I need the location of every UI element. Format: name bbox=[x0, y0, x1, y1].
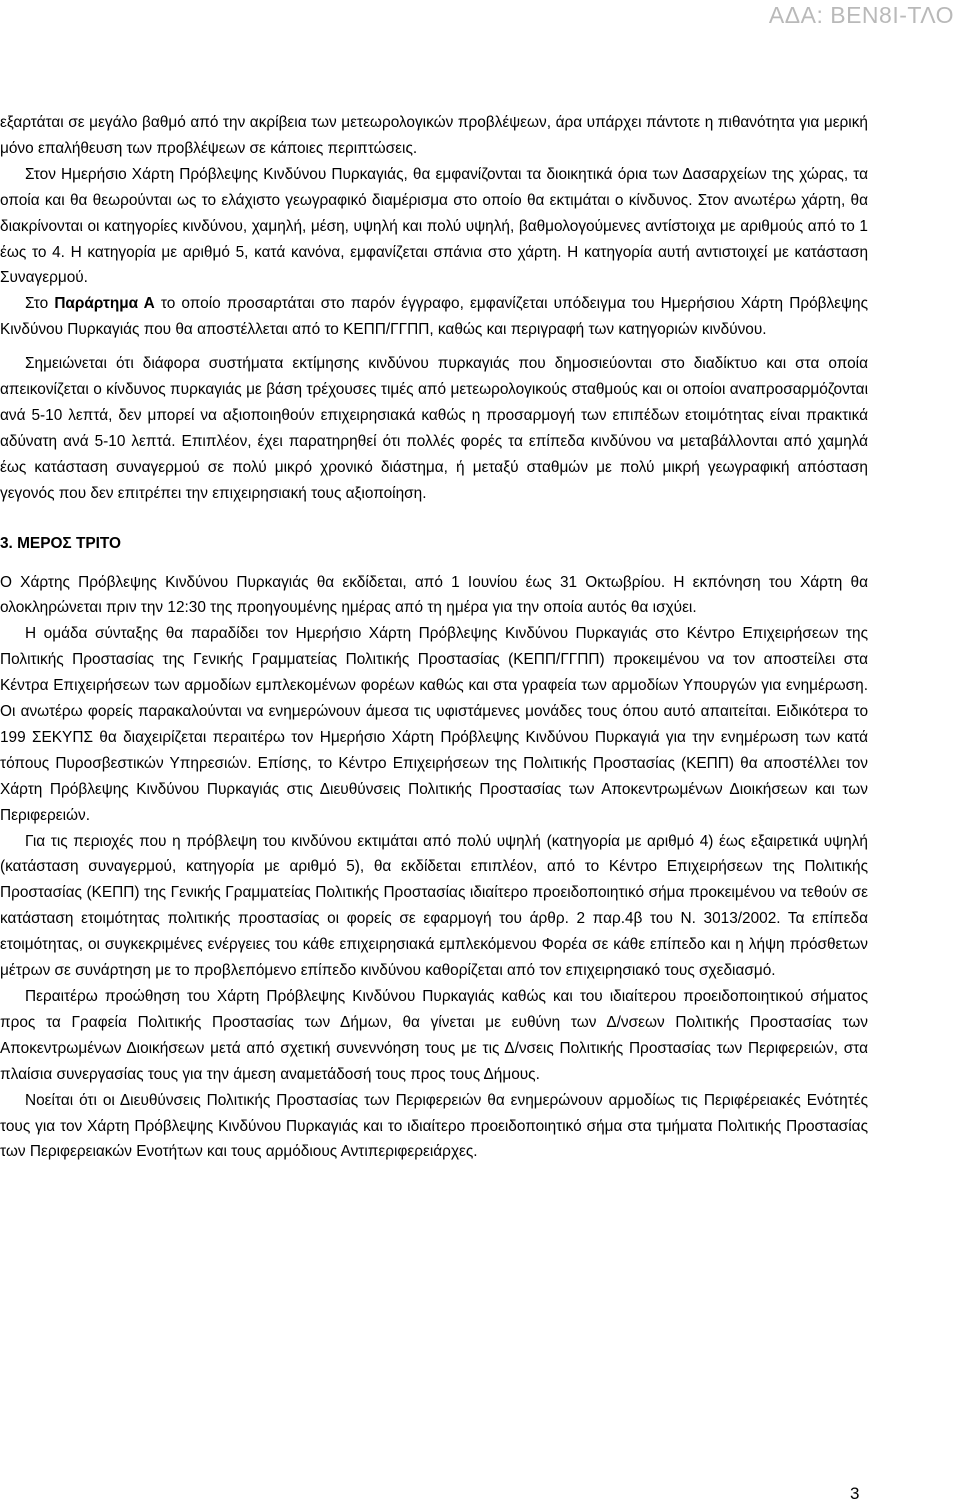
ada-code: ΑΔΑ: ΒΕΝ8Ι-ΤΛΟ bbox=[768, 2, 954, 28]
paragraph-issue-period: Ο Χάρτης Πρόβλεψης Κινδύνου Πυρκαγιάς θα εκδίδεται, από 1 Ιουνίου έως 31 Οκτωβρίου. Η εκπόνηση του Χάρτη θα ολοκληρώνεται πριν την 12:30 της προηγουμένης ημέρας από τη ημέρα για την οποία αυτός θα ισχύει. bbox=[0, 573, 868, 617]
annex-post-text: το οποίο προσαρτάται στο παρόν έγγραφο, εμφανίζεται υπόδειγμα του Ημερήσιου Χάρτη Πρόβλεψης Κινδύνου Πυρκαγιάς που θα αποστέλλεται από το ΚΕΠΠ/ΓΓΠΠ, καθώς και περιγραφή των κατηγοριών κινδύνου. bbox=[0, 295, 868, 339]
paragraph-warning-signal: Για τις περιοχές που η πρόβλεψη του κινδύνου εκτιμάται από πολύ υψηλή (κατηγορία με αριθμό 4) έως εξαιρετικά υψηλή (κατάσταση συναγερμού, κατηγορία με αριθμό 5), θα εκδίδεται επιπλέον, από το Κέντρο Επιχειρήσεων της Πολιτικής Προστασίας (ΚΕΠΠ) της Γενικής Γραμματείας Πολιτικής Προστασίας ιδιαίτερο προειδοποιητικό σήμα προκειμένου να τεθούν σε κατάσταση ετοιμότητας πολιτικής προστασίας οι φορείς σε εφαρμογή του άρθρ. 2 παρ.4β του Ν. 3013/2002. Τα επίπεδα ετοιμότητας, οι συγκεκριμένες ενέργειες του κάθε επιχειρησιακά εμπλεκόμενου Φορέα σε κάθε επίπεδο και η λήψη πρόσθετων μέτρων σε συνάρτηση με το προβλεπόμενο επίπεδο κινδύνου καθορίζεται από τον επιχειρησιακό τους σχεδιασμό. bbox=[0, 832, 868, 980]
annex-a-bold: Παράρτημα Α bbox=[54, 295, 155, 313]
annex-pre-text: Στο bbox=[25, 295, 55, 313]
section-heading: 3. ΜΕΡΟΣ ΤΡΙΤΟ bbox=[0, 534, 121, 552]
paragraph-regional-info: Νοείται ότι οι Διευθύνσεις Πολιτικής Προστασίας των Περιφερειών θα ενημερώνουν αρμοδίως τις Περιφέρειακές Ενότητές τους για τον Χάρτη Πρόβλεψης Κινδύνου Πυρκαγιάς και το ιδιαίτερο προειδοποιητικό σήμα στα τμήματα Πολιτικής Προστασίας των Περιφερειακών Ενοτήτων και τους αρμόδιους Αντιπεριφερειάρχες. bbox=[0, 1091, 868, 1161]
paragraph-delivery-team: Η ομάδα σύνταξης θα παραδίδει τον Ημερήσιο Χάρτη Πρόβλεψης Κινδύνου Πυρκαγιάς στο Κέντρο Επιχειρήσεων της Πολιτικής Προστασίας της Γενικής Γραμματείας Πολιτικής Προστασίας (ΚΕΠΠ/ΓΓΠΠ) προκειμένου να τον αποστείλει στα Κέντρα Επιχειρήσεων των αρμοδίων εμπλεκομένων φορέων καθώς και στα γραφεία των αρμοδίων Υπουργών για ενημέρωση. Οι ανωτέρω φορείς παρακαλούνται να ενημερώνουν άμεσα τις υφιστάμενες μονάδες τους όπου αυτό απαιτείται. Ειδικότερα το 199 ΣΕΚΥΠΣ θα διαχειρίζεται περαιτέρω τον Ημερήσιο Χάρτη Πρόβλεψης Κινδύνου Πυρκαγιά για την ενημέρωση των κατά τόπους Πυροσβεστικών Υπηρεσιών. Επίσης, το Κέντρο Επιχειρήσεων της Πολιτικής Προστασίας (ΚΕΠΠ) θα αποστέλλει τον Χάρτη Πρόβλεψης Κινδύνου Πυρκαγιάς στις Διευθύνσεις Πολιτικής Προστασίας των Αποκεντρωμένων Διοικήσεων και των Περιφερειών. bbox=[0, 625, 868, 824]
document-body bbox=[0, 110, 868, 1165]
paragraph-annex-a bbox=[0, 291, 868, 343]
page-number: 3 bbox=[850, 1484, 860, 1503]
paragraph-map-boundaries: Στον Ημερήσιο Χάρτη Πρόβλεψης Κινδύνου Πυρκαγιάς, θα εμφανίζονται τα διοικητικά όρια των Δασαρχείων της χώρας, τα οποία και θα θεωρούνται ως το ελάχιστο γεωγραφικό διαμέρισμα στο οποίο θα εκτιμάται ο κίνδυνος. Στον ανωτέρω χάρτη, θα διακρίνονται οι κατηγορίες κινδύνου, χαμηλή, μέση, υψηλή και πολύ υψηλή, βαθμολογούμενες αντίστοιχα με αριθμούς από το 1 έως το 4. Η κατηγορία με αριθμό 5, κατά κανόνα, εμφανίζεται σπάνια στο χάρτη. Η κατηγορία αυτή αντιστοιχεί με κατάσταση Συναγερμού. bbox=[0, 165, 868, 287]
paragraph-forecast-accuracy: εξαρτάται σε μεγάλο βαθμό από την ακρίβεια των μετεωρολογικών προβλέψεων, άρα υπάρχει πάντοτε η πιθανότητα για μερική μόνο επαλήθευση των προβλέψεων σε κάποιες περιπτώσεις. bbox=[0, 114, 868, 157]
paragraph-internet-systems: Σημειώνεται ότι διάφορα συστήματα εκτίμησης κινδύνου πυρκαγιάς που δημοσιεύονται στο διαδίκτυο και στα οποία απεικονίζεται ο κίνδυνος πυρκαγιάς με βάση τρέχουσες τιμές από μετεωρολογικούς σταθμούς και οι οποίοι αναπροσαρμόζονται ανά 5-10 λεπτά, δεν μπορεί να αξιοποιηθούν επιχειρησιακά καθώς η προσαρμογή των επιπέδων ετοιμότητας είναι πρακτικά αδύνατη ανά 5-10 λεπτά. Επιπλέον, έχει παρατηρηθεί ότι πολλές φορές τα επίπεδα κινδύνου να μεταβάλλονται από χαμηλά έως κατάσταση συναγερμού σε πολύ μικρό χρονικό διάστημα, ή μεταξύ σταθμών με πολύ μικρή γεωγραφική απόσταση γεγονός που δεν επιτρέπει την επιχειρησιακή τους αξιοποίηση. bbox=[0, 355, 868, 502]
paragraph-forwarding: Περαιτέρω προώθηση του Χάρτη Πρόβλεψης Κινδύνου Πυρκαγιάς καθώς και του ιδιαίτερου προειδοποιητικού σήματος προς τα Γραφεία Πολιτικής Προστασίας των Δήμων, θα γίνεται με ευθύνη των Δ/νσεων Πολιτικής Προστασίας των Αποκεντρωμένων Διοικήσεων μετά από σχετική συνεννόηση τους με τις Δ/νσεις Πολιτικής Προστασίας των Περιφερειών, στα πλαίσια συνεργασίας τους για την άμεση αναμετάδοσή τους προς τους Δήμους. bbox=[0, 988, 868, 1083]
